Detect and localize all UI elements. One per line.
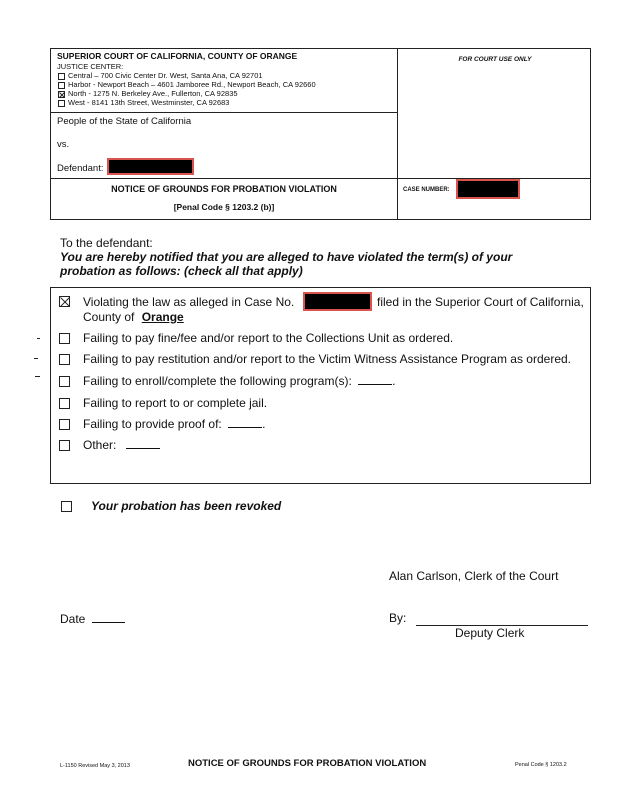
violation-fine-text: Failing to pay fine/fee and/or report to the Collections Unit as ordered. [83,331,454,345]
center-north-checkbox[interactable] [58,91,65,98]
violation-law-checkbox[interactable] [59,296,70,307]
revoked-checkbox[interactable] [61,501,72,512]
violation-program-line [83,374,395,388]
case-number-label: CASE NUMBER: [403,187,450,193]
violation-law-line2 [83,310,184,324]
center-west-label: West - 8141 13th Street, Westminster, CA 92683 [68,98,230,107]
program-blank[interactable] [358,384,392,385]
header-vertical-divider [397,48,398,220]
violation-proof-checkbox[interactable] [59,419,70,430]
center-west-checkbox[interactable] [58,100,65,107]
notice-line-1: You are hereby notified that you are alleged to have violated the term(s) of your [60,250,513,264]
violation-other-line [83,438,160,452]
court-name: SUPERIOR COURT OF CALIFORNIA, COUNTY OF ORANGE [57,51,298,61]
clerk-name: Alan Carlson, Clerk of the Court [389,569,559,583]
case-no-redaction [303,292,372,311]
defendant-label: Defendant: [57,163,104,174]
violation-other-checkbox[interactable] [59,440,70,451]
violation-jail-checkbox[interactable] [59,398,70,409]
deputy-clerk-label: Deputy Clerk [455,626,525,640]
proof-suffix: . [262,417,266,431]
margin-mark-3 [35,376,40,377]
county-value: Orange [141,310,184,324]
proof-blank[interactable] [228,427,262,428]
notice-line-2: probation as follows: (check all that apply) [60,264,303,278]
violation-restitution-checkbox[interactable] [59,354,70,365]
violation-law-text-after: filed in the Superior Court of California, [377,295,584,309]
justice-center-label: JUSTICE CENTER: [57,62,124,71]
violation-other-text: Other: [83,438,117,452]
program-suffix: . [392,374,396,388]
violation-restitution-text: Failing to pay restitution and/or report to the Victim Witness Assistance Program as ordered. [83,352,572,366]
to-defendant-label: To the defendant: [60,236,153,250]
footer-form-id: L-1150 Revised May 3, 2013 [60,763,130,769]
margin-mark-1 [37,338,40,339]
margin-mark-2 [34,358,38,359]
violation-program-checkbox[interactable] [59,376,70,387]
case-number-redaction [456,179,520,199]
center-harbor-label: Harbor - Newport Beach – 4601 Jamboree Rd., Newport Beach, CA 92660 [68,80,316,89]
violation-law-text-before: Violating the law as alleged in Case No. [83,295,295,309]
court-use-label: FOR COURT USE ONLY [458,56,532,63]
violation-proof-text: Failing to provide proof of: [83,417,222,431]
footer-code: Penal Code § 1203.2 [515,762,567,768]
by-label: By: [389,611,407,625]
date-label-text: Date [60,612,86,626]
defendant-redaction [107,158,194,175]
violation-proof-line [83,417,265,431]
county-of-label: County of [83,310,135,324]
revoked-text: Your probation has been revoked [91,499,282,513]
violation-jail-text: Failing to report to or complete jail. [83,396,268,410]
footer-title: NOTICE OF GROUNDS FOR PROBATION VIOLATION [188,758,427,769]
people-label: People of the State of California [57,116,192,127]
vs-label: vs. [57,139,70,150]
date-label [60,612,125,626]
form-title: NOTICE OF GROUNDS FOR PROBATION VIOLATION [111,184,337,194]
center-central-label: Central – 700 Civic Center Dr. West, Santa Ana, CA 92701 [68,71,263,80]
header-row-divider-1 [50,112,398,113]
date-blank[interactable] [92,622,125,623]
violation-program-text: Failing to enroll/complete the following program(s): [83,374,352,388]
center-central-checkbox[interactable] [58,73,65,80]
center-north-label: North - 1275 N. Berkeley Ave., Fullerton, CA 92835 [68,89,238,98]
other-blank[interactable] [126,448,160,449]
violation-fine-checkbox[interactable] [59,333,70,344]
center-harbor-checkbox[interactable] [58,82,65,89]
penal-code-ref: [Penal Code § 1203.2 (b)] [173,202,275,212]
